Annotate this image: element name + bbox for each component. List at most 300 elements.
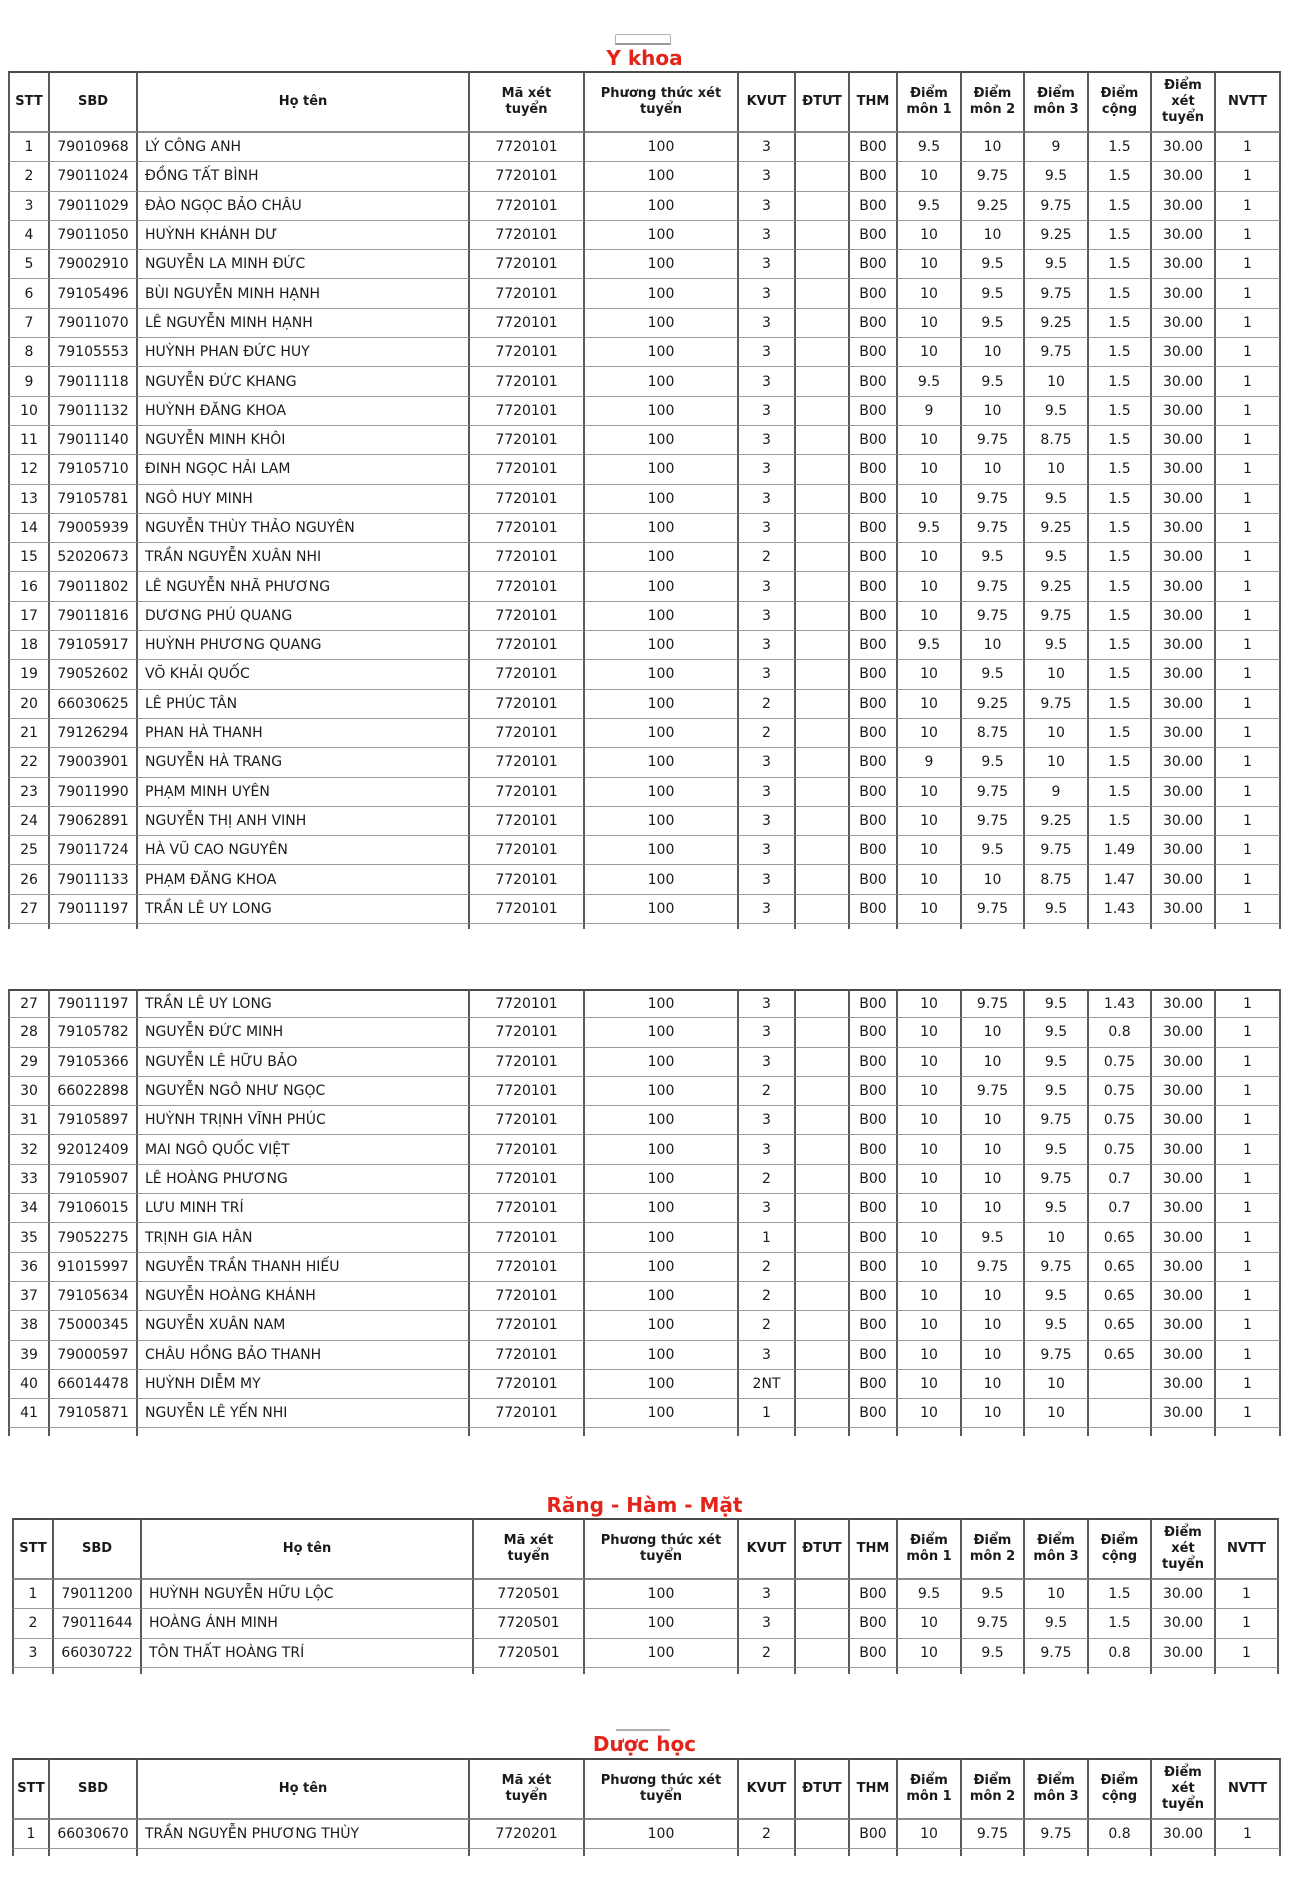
cell-diem-cong: 0.7	[1089, 1194, 1152, 1223]
cell-kvut: 3	[739, 989, 796, 1018]
cell-dtut	[796, 690, 850, 719]
cell-nvtt: 1	[1216, 836, 1281, 865]
table-row	[8, 690, 1281, 719]
cell-diem-xet-tuyen: 30.00	[1152, 250, 1216, 279]
cell-nvtt: 1	[1216, 1135, 1281, 1164]
cell-kvut: 3	[739, 1341, 796, 1370]
table-row	[8, 895, 1281, 924]
cell-sbd: 66030625	[50, 690, 138, 719]
cell-sbd: 92012409	[50, 1135, 138, 1164]
cell-kvut: 3	[739, 631, 796, 660]
cell-sbd: 79005939	[50, 514, 138, 543]
cut-edge-cell	[585, 1849, 739, 1856]
cell-sbd: 79011200	[54, 1580, 142, 1609]
cut-edge-cell	[962, 1849, 1025, 1856]
cell-ma-xet-tuyen: 7720101	[470, 514, 585, 543]
cell-diem-cong: 0.75	[1089, 1048, 1152, 1077]
cell-sbd: 66030722	[54, 1639, 142, 1668]
cut-edge-cell	[585, 1668, 739, 1674]
cut-edge-cell	[739, 1668, 796, 1674]
cell-sbd: 91015997	[50, 1253, 138, 1282]
cell-stt: 20	[8, 690, 50, 719]
cut-edge-cell	[1216, 924, 1281, 929]
table-row	[12, 1639, 1279, 1668]
cell-stt: 11	[8, 426, 50, 455]
cell-kvut: 3	[739, 1018, 796, 1047]
cell-kvut: 2	[739, 1311, 796, 1340]
cut-edge-cell	[138, 1849, 470, 1856]
cut-edge-cell	[850, 924, 898, 929]
column-header-ma-xet-tuyen: Mã xét tuyển	[474, 1518, 585, 1580]
cell-dtut	[796, 1282, 850, 1311]
cell-diem-xet-tuyen: 30.00	[1152, 895, 1216, 924]
cell-thm: B00	[850, 309, 898, 338]
cell-ho-ten: PHAN HÀ THANH	[138, 719, 470, 748]
cell-diem-mon-3: 9.75	[1025, 1639, 1089, 1668]
cell-sbd: 79011816	[50, 602, 138, 631]
cell-diem-xet-tuyen: 30.00	[1152, 660, 1216, 689]
cell-diem-mon-3: 9	[1025, 778, 1089, 807]
cell-diem-xet-tuyen: 30.00	[1152, 1077, 1216, 1106]
cell-nvtt: 1	[1216, 660, 1281, 689]
cell-diem-cong: 0.8	[1089, 1820, 1152, 1849]
cell-dtut	[796, 1018, 850, 1047]
cell-nvtt: 1	[1216, 1370, 1281, 1399]
cell-thm: B00	[850, 221, 898, 250]
cell-ma-xet-tuyen: 7720201	[470, 1820, 585, 1849]
cell-kvut: 3	[739, 221, 796, 250]
cell-diem-mon-1: 10	[898, 1253, 962, 1282]
cell-diem-mon-1: 10	[898, 865, 962, 894]
cell-diem-mon-1: 10	[898, 602, 962, 631]
cell-kvut: 1	[739, 1223, 796, 1252]
cell-diem-xet-tuyen: 30.00	[1152, 748, 1216, 777]
cell-diem-mon-3: 9.5	[1025, 1609, 1089, 1638]
cell-diem-mon-2: 9.5	[962, 660, 1025, 689]
cell-diem-cong: 1.5	[1089, 455, 1152, 484]
cell-kvut: 3	[739, 1194, 796, 1223]
table-row	[8, 455, 1281, 484]
cell-diem-mon-2: 9.75	[962, 1077, 1025, 1106]
cell-diem-mon-2: 9.5	[962, 836, 1025, 865]
cell-sbd: 79011990	[50, 778, 138, 807]
cell-ma-xet-tuyen: 7720101	[470, 748, 585, 777]
cut-edge-cell	[50, 1428, 138, 1436]
cell-thm: B00	[850, 1106, 898, 1135]
cell-diem-xet-tuyen: 30.00	[1152, 1106, 1216, 1135]
cell-diem-mon-2: 10	[962, 1311, 1025, 1340]
cell-nvtt: 1	[1216, 1639, 1279, 1668]
cell-diem-xet-tuyen: 30.00	[1152, 690, 1216, 719]
cell-ma-xet-tuyen: 7720101	[470, 367, 585, 396]
cell-stt: 30	[8, 1077, 50, 1106]
cell-thm: B00	[850, 338, 898, 367]
cell-nvtt: 1	[1216, 1399, 1281, 1428]
cell-diem-mon-3: 10	[1025, 1370, 1089, 1399]
cell-diem-cong: 1.49	[1089, 836, 1152, 865]
column-header-nvtt: NVTT	[1216, 71, 1281, 133]
cut-edge-cell	[796, 924, 850, 929]
cell-sbd: 79002910	[50, 250, 138, 279]
cell-diem-cong: 1.5	[1089, 690, 1152, 719]
table-row	[12, 1580, 1279, 1609]
cell-phuong-thuc-xet-tuyen: 100	[585, 338, 739, 367]
cell-ma-xet-tuyen: 7720101	[470, 865, 585, 894]
cell-sbd: 79011724	[50, 836, 138, 865]
column-header-nvtt: NVTT	[1216, 1518, 1279, 1580]
column-header-dtut: ĐTƯT	[796, 71, 850, 133]
cell-diem-mon-1: 9	[898, 397, 962, 426]
column-header-stt: STT	[8, 71, 50, 133]
cell-diem-xet-tuyen: 30.00	[1152, 133, 1216, 162]
cell-ho-ten: HUỲNH PHƯƠNG QUANG	[138, 631, 470, 660]
cell-dtut	[796, 807, 850, 836]
column-header-diem-mon-3: Điểm môn 3	[1025, 1518, 1089, 1580]
cell-ma-xet-tuyen: 7720101	[470, 455, 585, 484]
tab-edge-decoration	[615, 34, 671, 45]
cell-nvtt: 1	[1216, 1194, 1281, 1223]
cell-ma-xet-tuyen: 7720101	[470, 309, 585, 338]
cell-thm: B00	[850, 836, 898, 865]
cell-diem-mon-2: 9.25	[962, 192, 1025, 221]
cell-sbd: 79105366	[50, 1048, 138, 1077]
cell-sbd: 79105871	[50, 1399, 138, 1428]
cell-phuong-thuc-xet-tuyen: 100	[585, 989, 739, 1018]
cut-edge-cell	[470, 924, 585, 929]
cell-thm: B00	[850, 690, 898, 719]
cell-dtut	[796, 250, 850, 279]
cell-diem-xet-tuyen: 30.00	[1152, 426, 1216, 455]
cell-diem-mon-2: 9.75	[962, 426, 1025, 455]
cell-diem-mon-2: 9.5	[962, 543, 1025, 572]
cell-diem-mon-1: 10	[898, 1370, 962, 1399]
cell-ho-ten: NGUYỄN NGÔ NHƯ NGỌC	[138, 1077, 470, 1106]
cell-diem-xet-tuyen: 30.00	[1152, 338, 1216, 367]
cell-diem-mon-3: 9.5	[1025, 1311, 1089, 1340]
cell-ma-xet-tuyen: 7720101	[470, 1165, 585, 1194]
cell-nvtt: 1	[1216, 543, 1281, 572]
cell-diem-xet-tuyen: 30.00	[1152, 309, 1216, 338]
cell-diem-xet-tuyen: 30.00	[1152, 279, 1216, 308]
table-row	[8, 778, 1281, 807]
table-row	[8, 602, 1281, 631]
cell-ho-ten: TRỊNH GIA HÂN	[138, 1223, 470, 1252]
cell-thm: B00	[850, 1639, 898, 1668]
cell-ma-xet-tuyen: 7720101	[470, 690, 585, 719]
cell-sbd: 79011644	[54, 1609, 142, 1638]
cell-phuong-thuc-xet-tuyen: 100	[585, 719, 739, 748]
cell-dtut	[796, 514, 850, 543]
cell-phuong-thuc-xet-tuyen: 100	[585, 807, 739, 836]
cell-diem-mon-3: 9.75	[1025, 1106, 1089, 1135]
cell-nvtt: 1	[1216, 426, 1281, 455]
column-header-sbd: SBD	[50, 1758, 138, 1820]
cell-nvtt: 1	[1216, 1048, 1281, 1077]
cell-ho-ten: TRẦN LÊ UY LONG	[138, 895, 470, 924]
cell-ma-xet-tuyen: 7720101	[470, 279, 585, 308]
cell-kvut: 3	[739, 279, 796, 308]
cell-diem-xet-tuyen: 30.00	[1152, 162, 1216, 191]
cell-diem-xet-tuyen: 30.00	[1152, 1194, 1216, 1223]
cell-kvut: 3	[739, 309, 796, 338]
cell-stt: 39	[8, 1341, 50, 1370]
cell-diem-mon-2: 10	[962, 1106, 1025, 1135]
column-header-diem-mon-2: Điểm môn 2	[962, 71, 1025, 133]
cut-edge-cell	[1025, 1849, 1089, 1856]
cell-diem-mon-3: 9.75	[1025, 836, 1089, 865]
cell-sbd: 79126294	[50, 719, 138, 748]
cell-dtut	[796, 1370, 850, 1399]
cut-edge-cell	[739, 1849, 796, 1856]
cell-thm: B00	[850, 807, 898, 836]
cell-diem-mon-2: 10	[962, 1282, 1025, 1311]
cell-ho-ten: NGUYỄN TRẦN THANH HIẾU	[138, 1253, 470, 1282]
cell-diem-mon-1: 9.5	[898, 514, 962, 543]
cell-dtut	[796, 367, 850, 396]
cell-phuong-thuc-xet-tuyen: 100	[585, 690, 739, 719]
cell-diem-cong: 1.5	[1089, 162, 1152, 191]
cell-ho-ten: CHÂU HỒNG BẢO THANH	[138, 1341, 470, 1370]
cell-phuong-thuc-xet-tuyen: 100	[585, 279, 739, 308]
cell-ho-ten: TRẦN NGUYỄN PHƯƠNG THÙY	[138, 1820, 470, 1849]
cell-phuong-thuc-xet-tuyen: 100	[585, 1639, 739, 1668]
cell-ma-xet-tuyen: 7720101	[470, 807, 585, 836]
cell-diem-mon-2: 9.75	[962, 572, 1025, 601]
cut-edge-cell	[8, 924, 50, 929]
table-header-row	[12, 1758, 1281, 1820]
cell-stt: 26	[8, 865, 50, 894]
cell-diem-xet-tuyen: 30.00	[1152, 221, 1216, 250]
cell-nvtt: 1	[1216, 309, 1281, 338]
cell-stt: 38	[8, 1311, 50, 1340]
cell-ma-xet-tuyen: 7720101	[470, 133, 585, 162]
cell-ma-xet-tuyen: 7720501	[474, 1609, 585, 1638]
cell-ho-ten: MAI NGÔ QUỐC VIỆT	[138, 1135, 470, 1164]
table-row	[8, 748, 1281, 777]
cell-ma-xet-tuyen: 7720101	[470, 1399, 585, 1428]
cut-edge-cell	[138, 924, 470, 929]
cell-diem-mon-3: 9.5	[1025, 1135, 1089, 1164]
cell-stt: 2	[12, 1609, 54, 1638]
cell-diem-xet-tuyen: 30.00	[1152, 1253, 1216, 1282]
cell-diem-mon-1: 9.5	[898, 631, 962, 660]
cell-diem-mon-2: 10	[962, 1370, 1025, 1399]
cell-phuong-thuc-xet-tuyen: 100	[585, 426, 739, 455]
cell-ho-ten: HÀ VŨ CAO NGUYÊN	[138, 836, 470, 865]
cell-diem-mon-2: 9.25	[962, 690, 1025, 719]
table-row	[8, 543, 1281, 572]
cell-dtut	[796, 1639, 850, 1668]
cell-nvtt: 1	[1216, 1820, 1281, 1849]
cell-dtut	[796, 1580, 850, 1609]
cell-dtut	[796, 1048, 850, 1077]
cell-diem-cong: 0.75	[1089, 1077, 1152, 1106]
cell-phuong-thuc-xet-tuyen: 100	[585, 250, 739, 279]
cell-diem-mon-3: 9.75	[1025, 1253, 1089, 1282]
cell-thm: B00	[850, 397, 898, 426]
cell-diem-cong: 0.65	[1089, 1253, 1152, 1282]
results-table-duoc-hoc	[12, 1758, 1281, 1856]
cell-ho-ten: HUỲNH KHÁNH DƯ	[138, 221, 470, 250]
cell-stt: 22	[8, 748, 50, 777]
table-cut-edge	[12, 1668, 1279, 1674]
column-header-phuong-thuc-xet-tuyen: Phương thức xét tuyển	[585, 71, 739, 133]
cell-ma-xet-tuyen: 7720101	[470, 1048, 585, 1077]
cell-stt: 13	[8, 485, 50, 514]
cell-stt: 21	[8, 719, 50, 748]
column-header-diem-mon-2: Điểm môn 2	[962, 1518, 1025, 1580]
column-header-dtut: ĐTƯT	[796, 1518, 850, 1580]
cell-diem-mon-3: 8.75	[1025, 865, 1089, 894]
table-row	[8, 1253, 1281, 1282]
cell-ma-xet-tuyen: 7720101	[470, 1311, 585, 1340]
cell-nvtt: 1	[1216, 250, 1281, 279]
cell-stt: 33	[8, 1165, 50, 1194]
cell-thm: B00	[850, 1048, 898, 1077]
cell-ho-ten: NGÔ HUY MINH	[138, 485, 470, 514]
cut-edge-cell	[796, 1668, 850, 1674]
cell-diem-xet-tuyen: 30.00	[1152, 778, 1216, 807]
cut-edge-cell	[739, 924, 796, 929]
column-header-diem-mon-1: Điểm môn 1	[898, 1758, 962, 1820]
cell-kvut: 3	[739, 660, 796, 689]
cell-diem-mon-2: 8.75	[962, 719, 1025, 748]
cell-ma-xet-tuyen: 7720101	[470, 1135, 585, 1164]
cell-kvut: 3	[739, 367, 796, 396]
cell-phuong-thuc-xet-tuyen: 100	[585, 836, 739, 865]
cell-sbd: 79011118	[50, 367, 138, 396]
cell-kvut: 3	[739, 338, 796, 367]
cell-ma-xet-tuyen: 7720101	[470, 426, 585, 455]
cell-diem-mon-2: 10	[962, 221, 1025, 250]
cell-kvut: 3	[739, 748, 796, 777]
cut-edge-cell	[470, 1428, 585, 1436]
column-header-kvut: KVƯT	[739, 1758, 796, 1820]
cell-sbd: 66022898	[50, 1077, 138, 1106]
cell-diem-cong: 1.5	[1089, 514, 1152, 543]
cut-edge-cell	[1152, 1849, 1216, 1856]
cell-dtut	[796, 836, 850, 865]
cell-stt: 3	[8, 192, 50, 221]
cell-diem-mon-1: 9.5	[898, 1580, 962, 1609]
cell-diem-mon-1: 9.5	[898, 367, 962, 396]
cell-phuong-thuc-xet-tuyen: 100	[585, 748, 739, 777]
cell-diem-mon-3: 9.5	[1025, 1194, 1089, 1223]
cell-phuong-thuc-xet-tuyen: 100	[585, 1399, 739, 1428]
cell-ho-ten: PHẠM MINH UYÊN	[138, 778, 470, 807]
cell-stt: 14	[8, 514, 50, 543]
cell-kvut: 3	[739, 807, 796, 836]
cell-stt: 19	[8, 660, 50, 689]
cell-sbd: 66030670	[50, 1820, 138, 1849]
cell-stt: 17	[8, 602, 50, 631]
table-row	[8, 397, 1281, 426]
cell-ma-xet-tuyen: 7720101	[470, 989, 585, 1018]
table-row	[8, 1194, 1281, 1223]
cell-phuong-thuc-xet-tuyen: 100	[585, 631, 739, 660]
table-row	[8, 192, 1281, 221]
cell-diem-cong: 0.75	[1089, 1135, 1152, 1164]
cell-ma-xet-tuyen: 7720101	[470, 631, 585, 660]
cell-stt: 28	[8, 1018, 50, 1047]
cell-ma-xet-tuyen: 7720101	[470, 1341, 585, 1370]
cell-phuong-thuc-xet-tuyen: 100	[585, 309, 739, 338]
table-row	[8, 836, 1281, 865]
cell-thm: B00	[850, 1341, 898, 1370]
cell-stt: 27	[8, 989, 50, 1018]
cell-ho-ten: NGUYỄN LÊ YẾN NHI	[138, 1399, 470, 1428]
cell-phuong-thuc-xet-tuyen: 100	[585, 1048, 739, 1077]
cell-diem-mon-2: 9.75	[962, 778, 1025, 807]
cell-ho-ten: NGUYỄN ĐỨC MINH	[138, 1018, 470, 1047]
cell-ma-xet-tuyen: 7720101	[470, 660, 585, 689]
cell-diem-mon-3: 8.75	[1025, 426, 1089, 455]
cell-ho-ten: TRẦN NGUYỄN XUÂN NHI	[138, 543, 470, 572]
cell-stt: 6	[8, 279, 50, 308]
column-header-diem-xet-tuyen: Điểm xét tuyển	[1152, 1758, 1216, 1820]
column-header-sbd: SBD	[54, 1518, 142, 1580]
cell-diem-cong: 1.47	[1089, 865, 1152, 894]
cut-edge-cell	[1152, 924, 1216, 929]
cell-ma-xet-tuyen: 7720101	[470, 1077, 585, 1106]
column-header-diem-cong: Điểm cộng	[1089, 1758, 1152, 1820]
cell-diem-cong: 1.5	[1089, 1609, 1152, 1638]
cell-dtut	[796, 631, 850, 660]
cell-diem-cong: 1.43	[1089, 989, 1152, 1018]
cell-sbd: 75000345	[50, 1311, 138, 1340]
cell-phuong-thuc-xet-tuyen: 100	[585, 455, 739, 484]
table-row	[8, 1399, 1281, 1428]
cut-edge-cell	[796, 1849, 850, 1856]
column-header-diem-mon-3: Điểm môn 3	[1025, 1758, 1089, 1820]
cell-ho-ten: TÔN THẤT HOÀNG TRÍ	[142, 1639, 474, 1668]
cell-phuong-thuc-xet-tuyen: 100	[585, 1223, 739, 1252]
cell-stt: 32	[8, 1135, 50, 1164]
cell-stt: 16	[8, 572, 50, 601]
cell-diem-xet-tuyen: 30.00	[1152, 1223, 1216, 1252]
cell-nvtt: 1	[1216, 1253, 1281, 1282]
cell-kvut: 3	[739, 1106, 796, 1135]
table-row	[8, 865, 1281, 894]
cell-nvtt: 1	[1216, 778, 1281, 807]
cell-kvut: 3	[739, 778, 796, 807]
cell-stt: 7	[8, 309, 50, 338]
table-row	[8, 1018, 1281, 1047]
cell-ma-xet-tuyen: 7720101	[470, 397, 585, 426]
cell-diem-cong: 0.65	[1089, 1223, 1152, 1252]
cut-edge-cell	[1089, 1849, 1152, 1856]
cell-ho-ten: DƯƠNG PHÚ QUANG	[138, 602, 470, 631]
cell-thm: B00	[850, 543, 898, 572]
cell-ho-ten: ĐÀO NGỌC BẢO CHÂU	[138, 192, 470, 221]
cut-edge-cell	[850, 1668, 898, 1674]
cell-diem-cong: 1.5	[1089, 719, 1152, 748]
cell-diem-mon-2: 9.75	[962, 602, 1025, 631]
cell-diem-cong: 1.5	[1089, 807, 1152, 836]
cell-sbd: 79105907	[50, 1165, 138, 1194]
cell-dtut	[796, 309, 850, 338]
cell-dtut	[796, 133, 850, 162]
table-row	[8, 1048, 1281, 1077]
cell-diem-mon-1: 10	[898, 572, 962, 601]
cell-ho-ten: ĐINH NGỌC HẢI LAM	[138, 455, 470, 484]
cell-diem-xet-tuyen: 30.00	[1152, 572, 1216, 601]
cut-edge-cell	[142, 1668, 474, 1674]
cell-stt: 36	[8, 1253, 50, 1282]
table-row	[8, 1223, 1281, 1252]
cell-diem-mon-2: 9.75	[962, 485, 1025, 514]
cell-diem-mon-2: 9.5	[962, 748, 1025, 777]
